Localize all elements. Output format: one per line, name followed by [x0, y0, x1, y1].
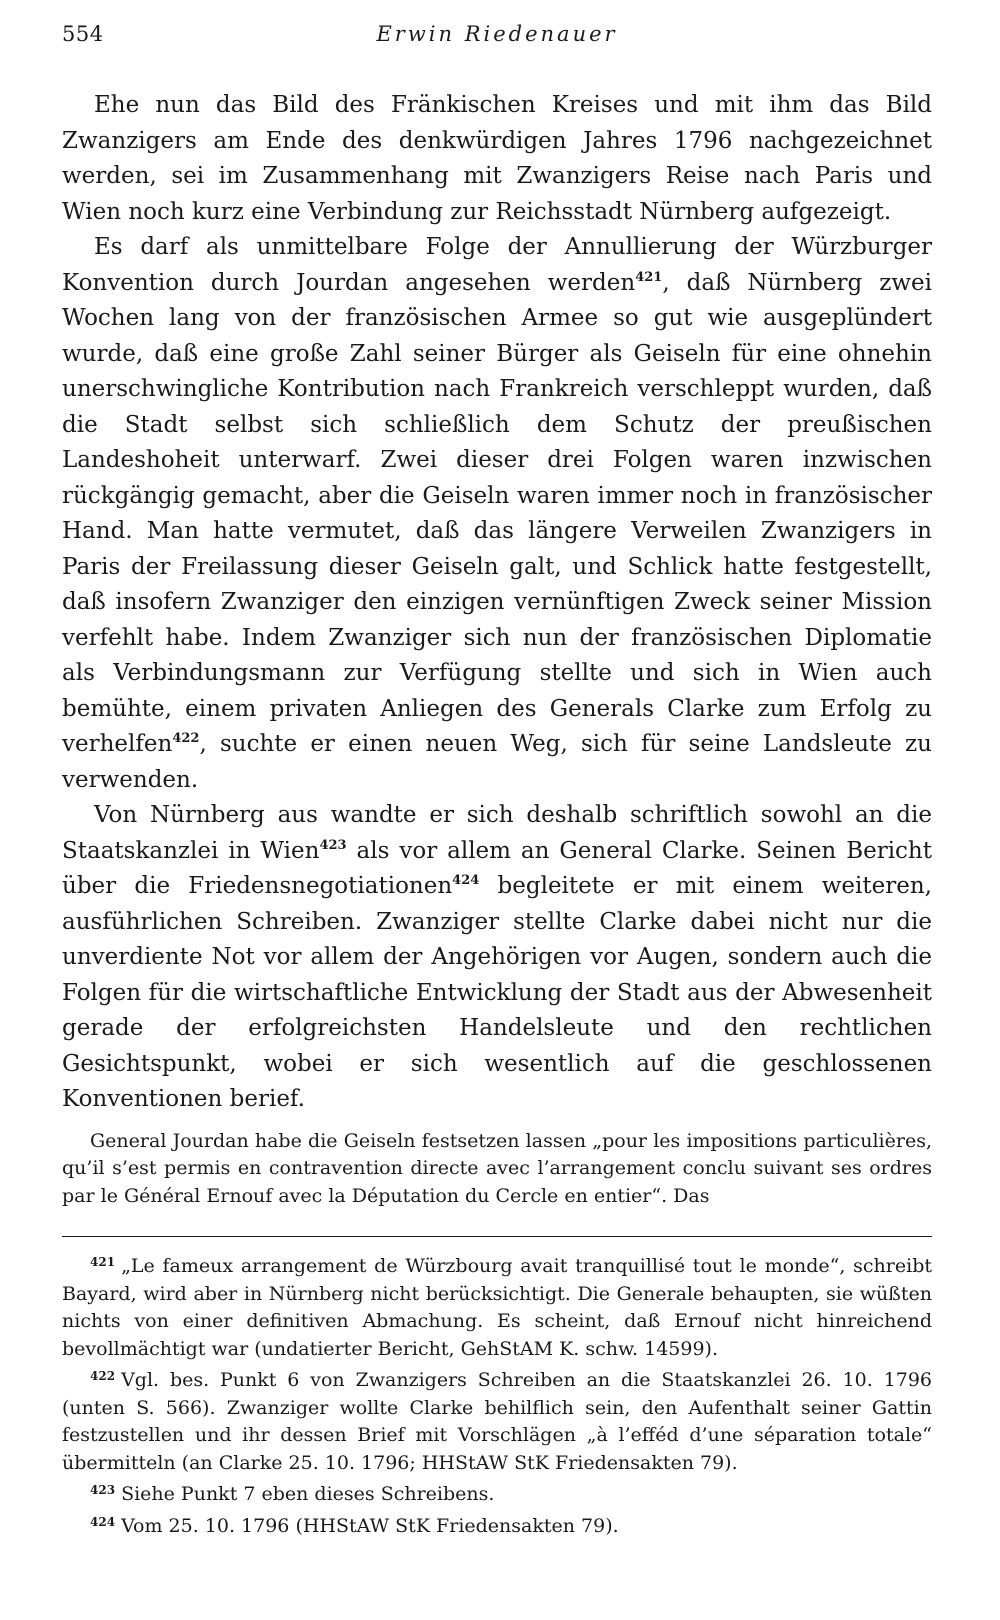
- footnote-number: 424: [90, 1514, 116, 1529]
- paragraph-3-text-a: Von Nürnberg aus wandte er sich deshalb schriftlich sowohl an die Staatskanzlei in Wien: [62, 802, 932, 864]
- footnote-424: [62, 1509, 932, 1541]
- paragraph-2-text-a: Es darf als unmittelbare Folge der Annullierung der Würzburger Konvention durch Jourdan angesehen werden: [62, 234, 932, 296]
- footnote-ref-421: 421: [635, 269, 663, 285]
- running-head: Erwin Riedenauer: [376, 22, 618, 46]
- paragraph-3: [62, 798, 932, 1118]
- footnote-number: 423: [90, 1483, 116, 1497]
- page-number: 554: [62, 22, 104, 46]
- paragraph-3-text-c: begleitete er mit einem weiteren, ausführlichen Schreiben. Zwanziger stellte Clarke dabei nicht nur die unverdiente Not vor allem der Angehörigen vor Augen, sondern auch die Folgen für die wirtschaftliche Entwicklung der Stadt aus der Abwesenheit gerade der erfolgreichsten Handelsleute und den rechtlichen Gesichtspunkt, wobei er sich wesentlich auf die geschlossenen Konventionen berief.: [62, 873, 932, 1112]
- main-text: [62, 88, 932, 1118]
- footnote-divider: [62, 1236, 932, 1237]
- footnote-number: 422: [90, 1369, 116, 1383]
- paragraph-2: [62, 230, 932, 798]
- footnote-number: 421: [90, 1255, 116, 1269]
- paragraph-2-text-b: , daß Nürnberg zwei Wochen lang von der französischen Armee so gut wie ausgeplündert wurde, daß eine große Zahl seiner Bürger als Geiseln für eine ohnehin unerschwingliche Kontribution nach Frankreich verschleppt wurden, daß die Stadt selbst sich schließlich dem Schutz der preußischen Landeshoheit unterwarf. Zwei dieser drei Folgen waren inzwischen rückgängig gemacht, aber die Geiseln waren immer noch in französischer Hand. Man hatte vermutet, daß das längere Verweilen Zwanzigers in Paris der Freilassung dieser Geiseln galt, und Schlick hatte festgestellt, daß insofern Zwanziger den einzigen vernünftigen Zweck seiner Mission verfehlt habe. Indem Zwanziger sich nun der französischen Diplomatie als Verbindungsmann zur Verfügung stellte und sich in Wien auch bemühte, einem privaten Anliegen des Generals Clarke zum Erfolg zu verhelfen: [62, 269, 932, 757]
- paragraph-2-text-c: , suchte er einen neuen Weg, sich für seine Landsleute zu verwenden.: [62, 731, 932, 793]
- book-page: [62, 20, 932, 1540]
- footnote-text: „Le fameux arrangement de Würzbourg avait tranquillisé tout le monde“, schreibt Bayard, wird aber in Nürnberg nicht berücksichtigt. Die Generale behaupten, sie wüßten nichts von einer definitiven Abmachung. Es scheint, daß Ernouf nicht hinreichend bevollmächtigt war (undatierter Bericht, GehStAM K. schw. 14599).: [62, 1255, 932, 1360]
- page-header: [62, 20, 932, 56]
- footnote-ref-424: 424: [452, 873, 480, 888]
- paragraph-3-text-b: als vor allem an General Clarke. Seinen Bericht über die Friedensnegotiationen: [62, 837, 932, 899]
- continuation-paragraph: General Jourdan habe die Geiseln festsetzen lassen „pour les impositions particulières, qu’il s’est permis en contravention directe avec l’arrangement conclu suivant ses ordres par le Général Ernouf avec la Députation du Cercle en entier“. Das: [62, 1129, 932, 1207]
- quoted-continuation: [62, 1128, 932, 1211]
- footnote-text: Vgl. bes. Punkt 6 von Zwanzigers Schreiben an die Staatskanzlei 26. 10. 1796 (unten S. 566). Zwanziger wollte Clarke behilflich sein, den Aufenthalt seiner Gattin festzustellen und ihr dessen Brief mit Vorschlägen „à l’efféd d’une séparation totale“ übermitteln (an Clarke 25. 10. 1796; HHStAW StK Friedensakten 79).: [62, 1369, 932, 1474]
- footnote-ref-422: 422: [172, 731, 200, 746]
- footnote-ref-423: 423: [319, 837, 347, 853]
- footnote-text: Siehe Punkt 7 eben dieses Schreibens.: [121, 1483, 495, 1505]
- footnotes: [62, 1249, 932, 1540]
- paragraph-1: Ehe nun das Bild des Fränkischen Kreises und mit ihm das Bild Zwanzigers am Ende des denkwürdigen Jahres 1796 nachgezeichnet werden, sei im Zusammenhang mit Zwanzigers Reise nach Paris und Wien noch kurz eine Verbindung zur Reichsstadt Nürnberg aufgezeigt.: [62, 92, 932, 225]
- footnote-421: [62, 1249, 932, 1363]
- footnote-423: [62, 1477, 932, 1509]
- footnote-422: [62, 1363, 932, 1477]
- footnote-text: Vom 25. 10. 1796 (HHStAW StK Friedensakten 79).: [121, 1514, 619, 1537]
